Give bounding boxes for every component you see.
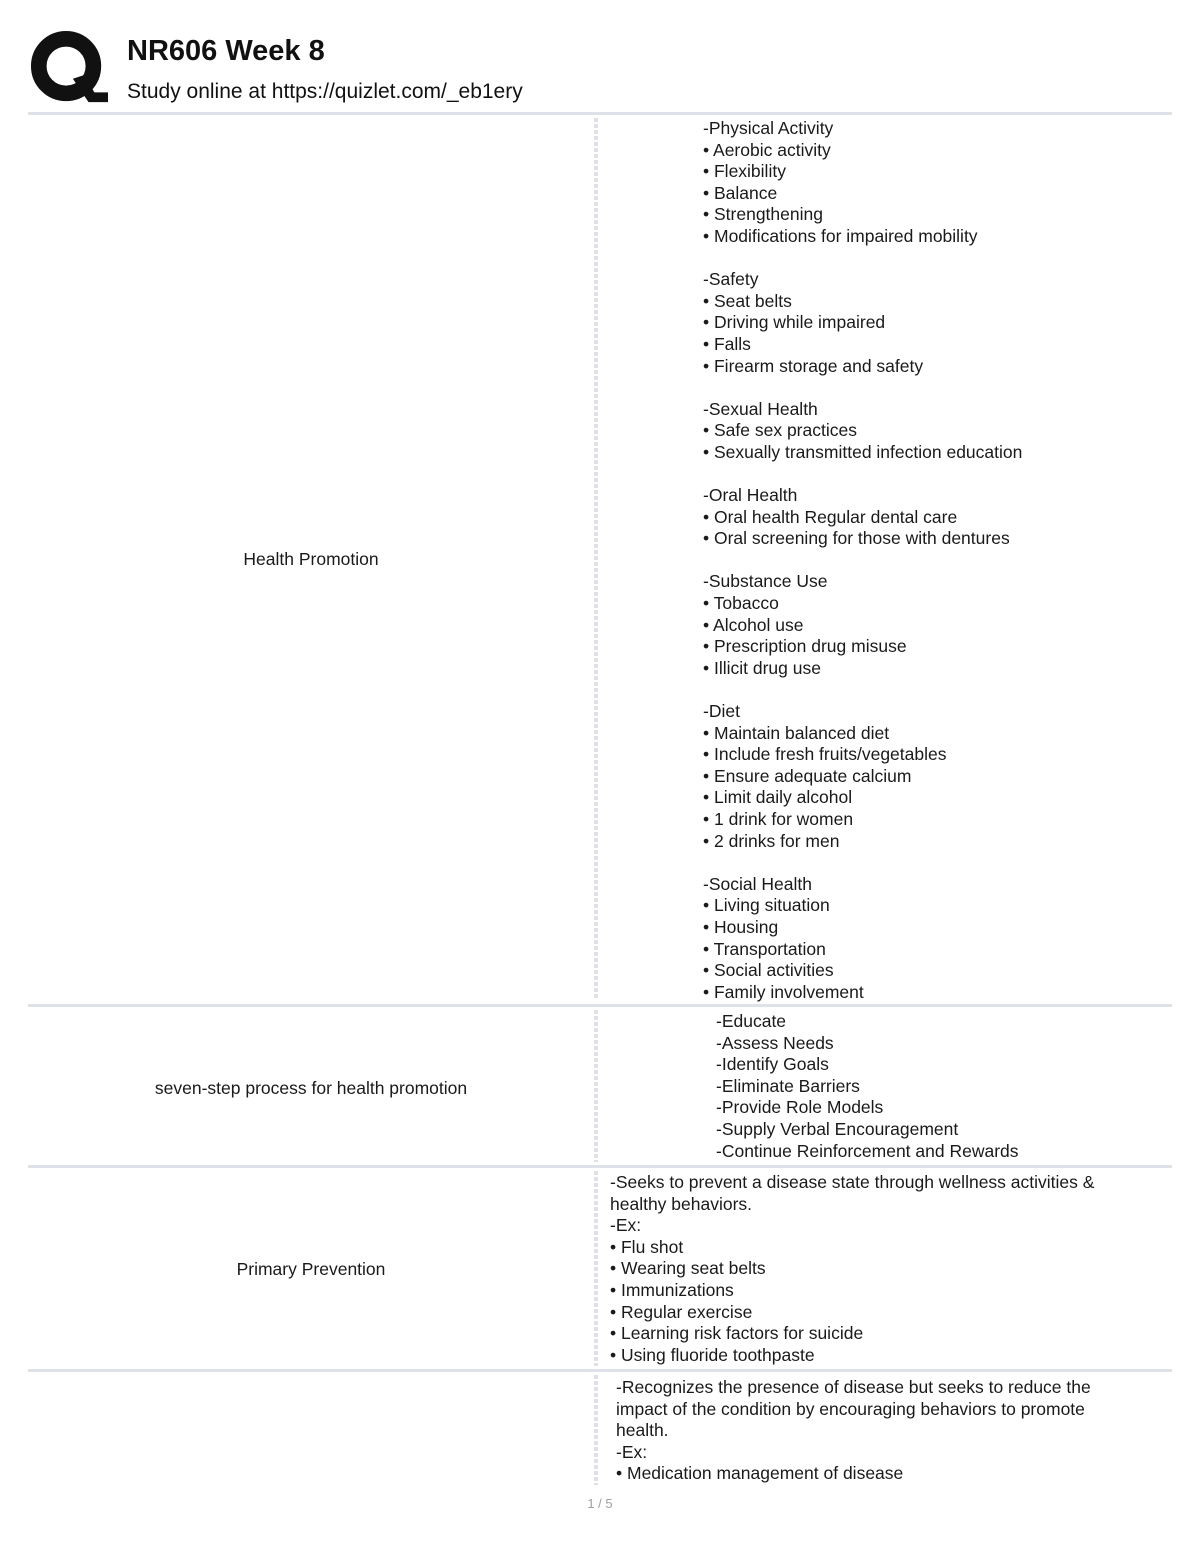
definition-line: • Living situation bbox=[703, 895, 830, 916]
column-divider bbox=[594, 1375, 598, 1485]
definition-line: • Medication management of disease bbox=[616, 1463, 904, 1484]
definition-line bbox=[703, 464, 1022, 486]
definition-line: -Ex: bbox=[616, 1441, 648, 1462]
definition-line: -Continue Reinforcement and Rewards bbox=[716, 1140, 1019, 1161]
card-term: Health Promotion bbox=[243, 549, 379, 569]
definition-line: -Social Health bbox=[703, 873, 812, 894]
definition-line: • Flexibility bbox=[703, 161, 786, 182]
definition-line: -Diet bbox=[703, 701, 740, 722]
definition-line: -Ex: bbox=[610, 1215, 642, 1236]
column-divider bbox=[594, 1010, 598, 1162]
card-term: Primary Prevention bbox=[236, 1259, 386, 1279]
definition-line: • Safe sex practices bbox=[703, 420, 857, 441]
page-title: NR606 Week 8 bbox=[127, 35, 325, 67]
definition-line: impact of the condition by encouraging behaviors to promote bbox=[616, 1398, 1085, 1419]
card-term: seven-step process for health promotion bbox=[154, 1078, 468, 1098]
definition-line: • Firearm storage and safety bbox=[703, 355, 924, 376]
definition-line: • Using fluoride toothpaste bbox=[610, 1344, 815, 1365]
definition-line: • Tobacco bbox=[703, 593, 779, 614]
column-divider bbox=[594, 1171, 598, 1366]
definition-line: • Alcohol use bbox=[703, 614, 804, 635]
definition-line: • Flu shot bbox=[610, 1236, 684, 1257]
definition-line: • Illicit drug use bbox=[703, 657, 821, 678]
row-divider bbox=[28, 1165, 1172, 1168]
definition-line: • Wearing seat belts bbox=[610, 1258, 766, 1279]
definition-line: -Identify Goals bbox=[716, 1054, 829, 1075]
definition-line: -Oral Health bbox=[703, 485, 798, 506]
definition-line: • Driving while impaired bbox=[703, 312, 886, 333]
row-divider bbox=[28, 1369, 1172, 1372]
definition-line: • Maintain balanced diet bbox=[703, 722, 890, 743]
card-definition bbox=[716, 1011, 1019, 1162]
definition-line: • Prescription drug misuse bbox=[703, 636, 907, 657]
definition-line: • Housing bbox=[703, 916, 779, 937]
card-definition bbox=[610, 1172, 1094, 1366]
definition-line: • Immunizations bbox=[610, 1279, 734, 1300]
definition-line: • Falls bbox=[703, 333, 751, 354]
row-divider bbox=[28, 1004, 1172, 1007]
quizlet-logo-icon bbox=[30, 30, 108, 108]
card-definition bbox=[703, 118, 1022, 1003]
definition-line bbox=[703, 248, 1022, 270]
column-divider bbox=[594, 118, 598, 1000]
definition-line: • Social activities bbox=[703, 960, 834, 981]
definition-line: • 2 drinks for men bbox=[703, 830, 840, 851]
definition-line: • Oral health Regular dental care bbox=[703, 506, 958, 527]
definition-line: -Assess Needs bbox=[716, 1032, 834, 1053]
definition-line: • Balance bbox=[703, 182, 778, 203]
definition-line: • Ensure adequate calcium bbox=[703, 765, 912, 786]
definition-line: -Physical Activity bbox=[703, 118, 834, 138]
study-online-link[interactable]: Study online at https://quizlet.com/_eb1ery bbox=[127, 80, 523, 103]
header-divider bbox=[28, 112, 1172, 115]
definition-line bbox=[703, 550, 1022, 572]
definition-line: • Transportation bbox=[703, 938, 826, 959]
definition-line: • Learning risk factors for suicide bbox=[610, 1323, 864, 1344]
definition-line: -Sexual Health bbox=[703, 398, 818, 419]
definition-line: -Safety bbox=[703, 269, 759, 290]
definition-line: • Limit daily alcohol bbox=[703, 787, 853, 808]
definition-line: -Recognizes the presence of disease but seeks to reduce the bbox=[616, 1377, 1091, 1397]
definition-line: -Seeks to prevent a disease state through wellness activities & bbox=[610, 1172, 1095, 1192]
card-definition bbox=[616, 1377, 1091, 1485]
definition-line: • 1 drink for women bbox=[703, 809, 854, 829]
definition-line: • Regular exercise bbox=[610, 1301, 753, 1322]
definition-line: • Seat belts bbox=[703, 290, 792, 311]
definition-line: -Substance Use bbox=[703, 571, 828, 592]
definition-line: • Family involvement bbox=[703, 981, 864, 1002]
definition-line bbox=[703, 679, 1022, 701]
definition-line: • Include fresh fruits/vegetables bbox=[703, 744, 947, 765]
definition-line: • Sexually transmitted infection education bbox=[703, 441, 1023, 462]
definition-line bbox=[703, 852, 1022, 874]
definition-line: • Oral screening for those with dentures bbox=[703, 528, 1010, 549]
definition-line: • Modifications for impaired mobility bbox=[703, 225, 978, 246]
definition-line: healthy behaviors. bbox=[610, 1193, 753, 1214]
definition-line bbox=[703, 377, 1022, 399]
definition-line: health. bbox=[616, 1420, 669, 1441]
definition-line: -Eliminate Barriers bbox=[716, 1075, 860, 1096]
definition-line: -Educate bbox=[716, 1011, 787, 1031]
definition-line: • Aerobic activity bbox=[703, 139, 831, 160]
definition-line: -Supply Verbal Encouragement bbox=[716, 1118, 959, 1139]
definition-line: -Provide Role Models bbox=[716, 1097, 884, 1118]
page-indicator: 1 / 5 bbox=[587, 1496, 613, 1511]
definition-line: • Strengthening bbox=[703, 204, 823, 225]
